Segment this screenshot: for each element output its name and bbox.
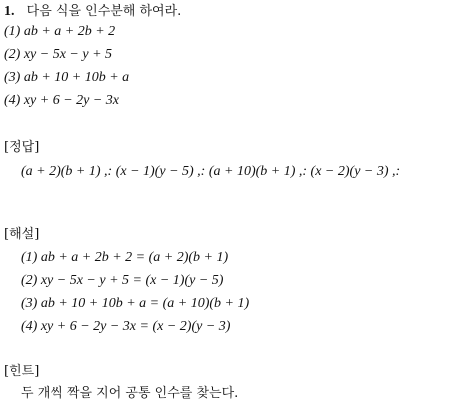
hint-heading: [힌트] (4, 364, 40, 379)
explanation-item-3: (3) ab + 10 + 10b + a = (a + 10)(b + 1) (21, 296, 250, 311)
question-item-2: (2) xy − 5x − y + 5 (4, 47, 113, 62)
question-header (4, 4, 181, 20)
answer-heading: [정답] (4, 140, 40, 155)
question-item-1: (1) ab + a + 2b + 2 (4, 24, 116, 39)
question-title: 다음 식을 인수분해 하여라. (26, 4, 182, 19)
explanation-item-4: (4) xy + 6 − 2y − 3x = (x − 2)(y − 3) (21, 319, 231, 334)
question-number: 1. (4, 4, 15, 19)
question-item-4: (4) xy + 6 − 2y − 3x (4, 93, 120, 108)
hint-text: 두 개씩 짝을 지어 공통 인수를 찾는다. (21, 386, 239, 401)
explanation-item-1: (1) ab + a + 2b + 2 = (a + 2)(b + 1) (21, 250, 229, 265)
explanation-item-2: (2) xy − 5x − y + 5 = (x − 1)(y − 5) (21, 273, 224, 288)
explanation-heading: [해설] (4, 227, 40, 242)
answer-text: (a + 2)(b + 1) ,: (x − 1)(y − 5) ,: (a + 10)(b + 1) ,: (x − 2)(y − 3) ,: (21, 164, 401, 179)
question-item-3: (3) ab + 10 + 10b + a (4, 70, 130, 85)
